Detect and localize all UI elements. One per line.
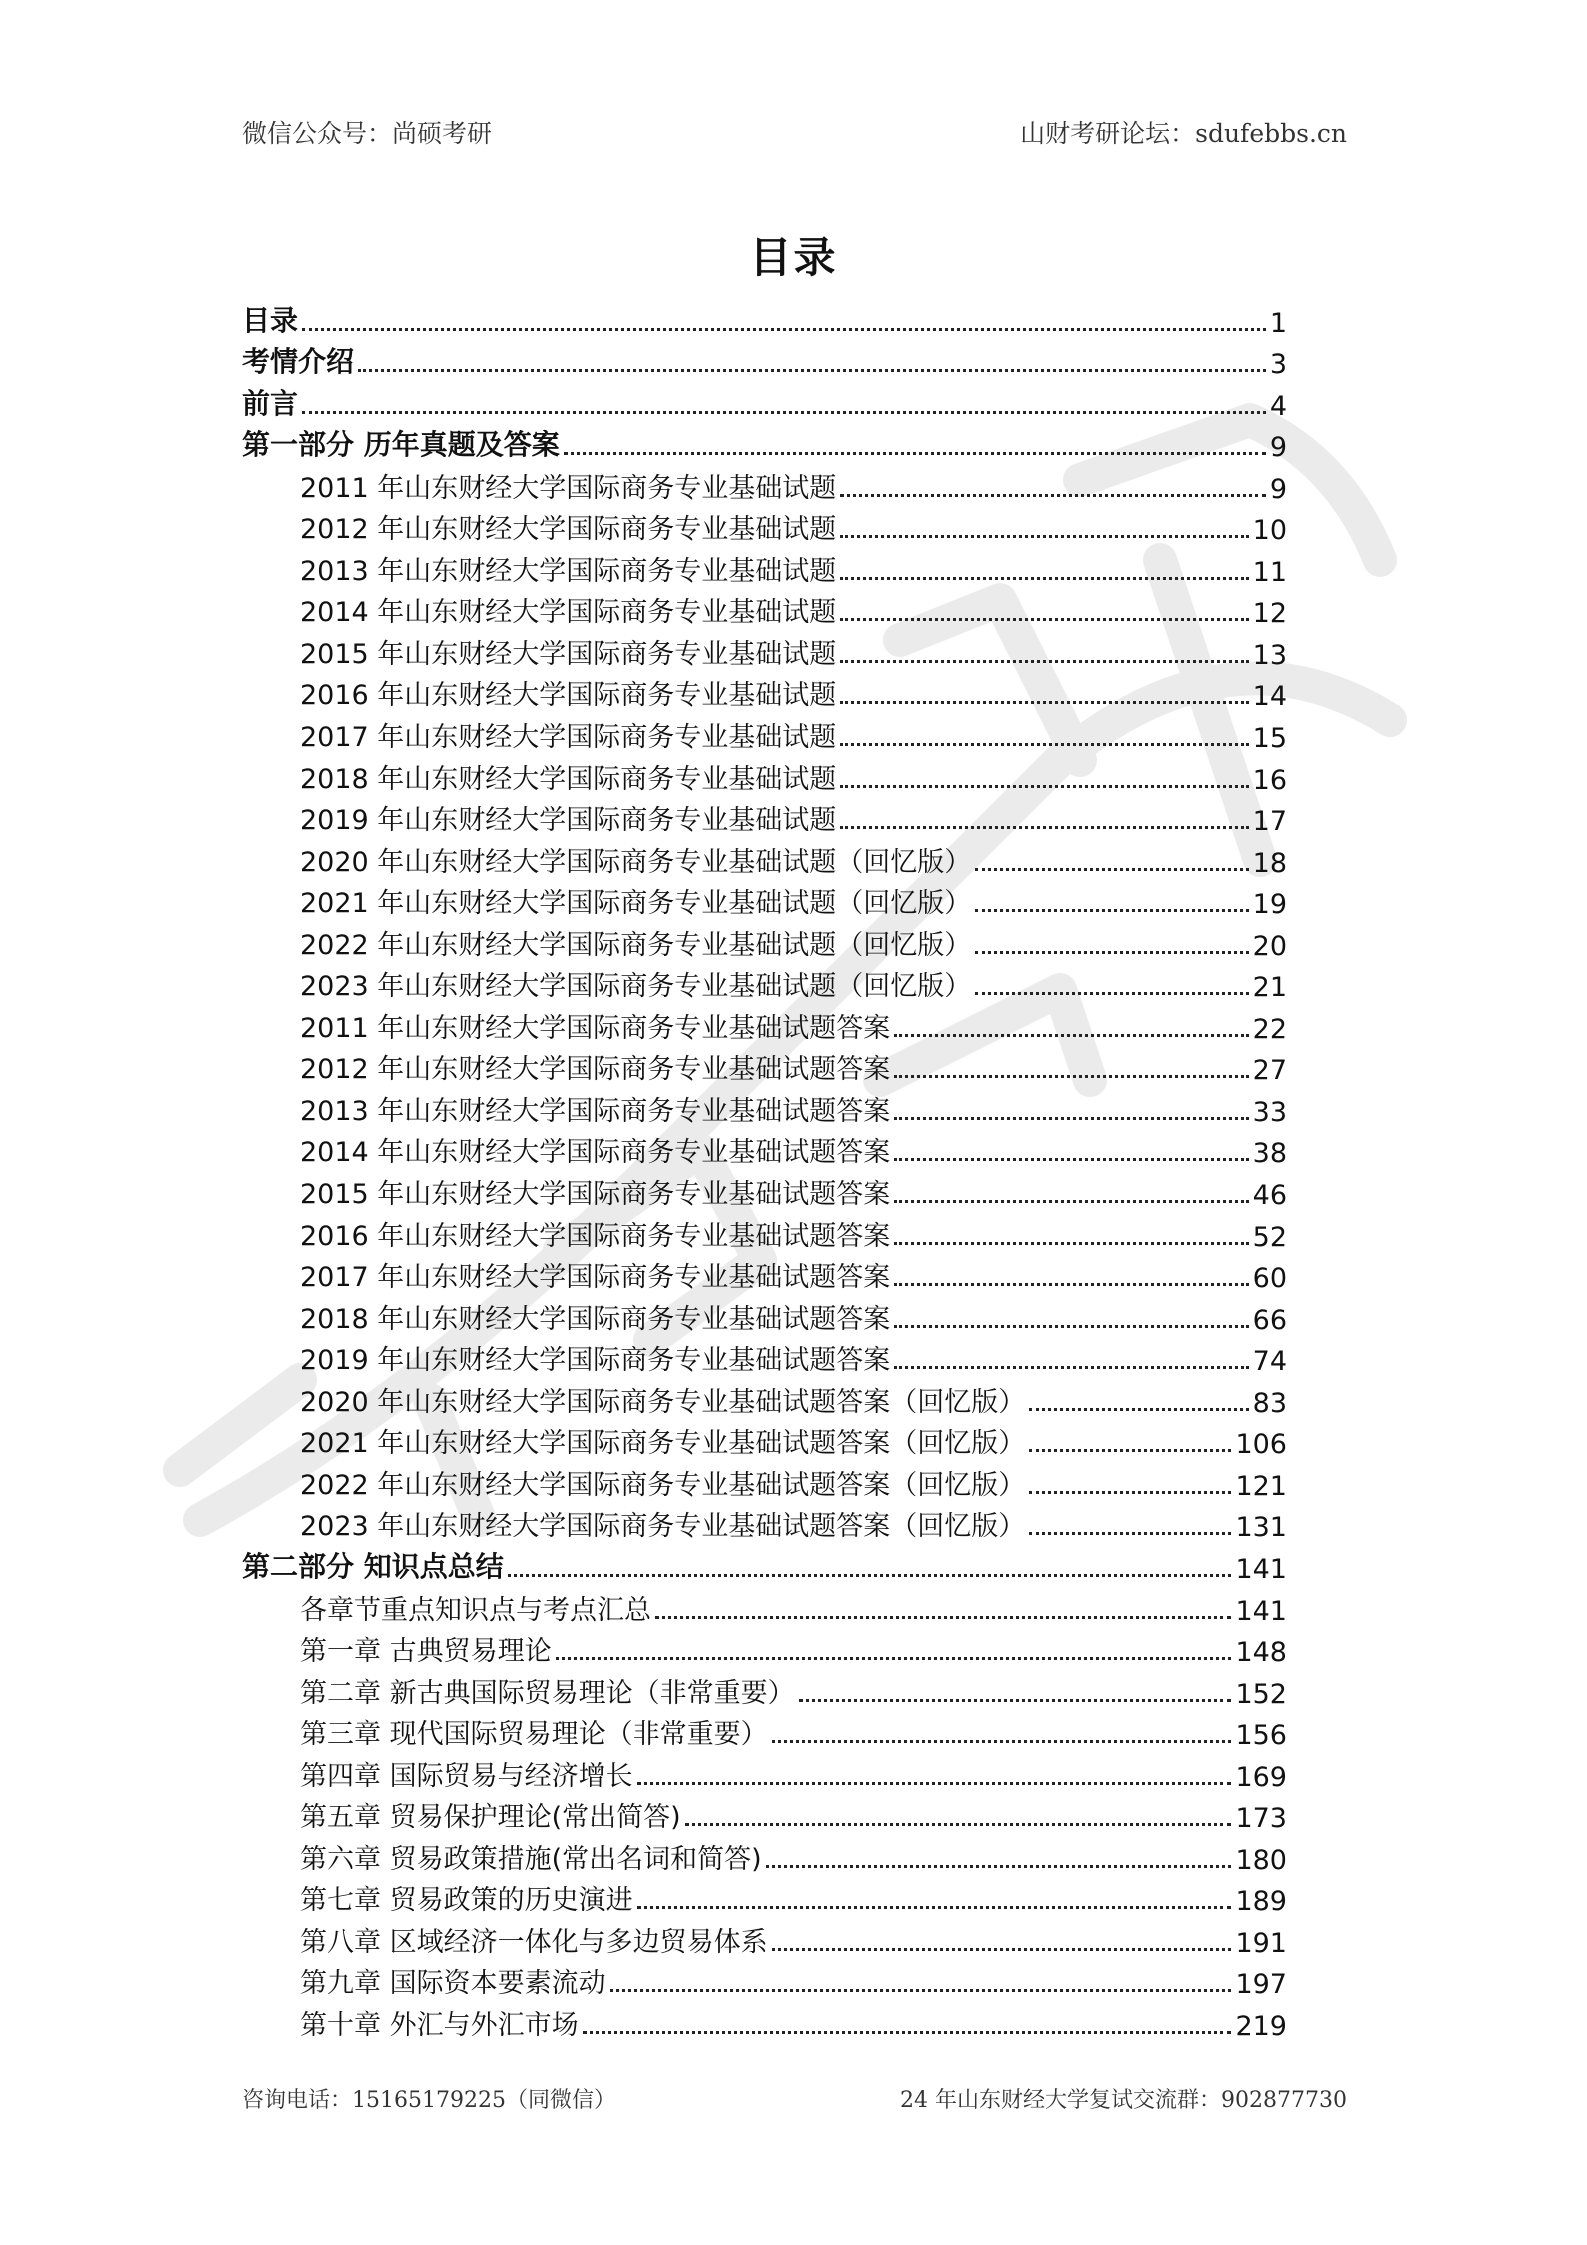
toc-entry-label: 2011 年山东财经大学国际商务专业基础试题 (300, 472, 837, 504)
page-title: 目录 (749, 233, 838, 282)
toc-entry-label: 第五章 贸易保护理论(常出简答) (300, 1802, 681, 1834)
toc-entry-label: 2019 年山东财经大学国际商务专业基础试题 (300, 805, 837, 837)
toc-entry-page-number: 9 (1269, 432, 1287, 464)
toc-entry[interactable] (242, 962, 1287, 1004)
toc-leader-dots (975, 992, 1248, 995)
toc-entry-page-number: 197 (1235, 1969, 1287, 2001)
toc-entry-page-number: 17 (1252, 806, 1287, 838)
toc-entry[interactable] (242, 1627, 1287, 1669)
toc-entry-page-number: 66 (1252, 1304, 1287, 1336)
toc-entry-label: 第七章 贸易政策的历史演进 (300, 1885, 633, 1917)
toc-entry-label: 第三章 现代国际贸易理论（非常重要） (300, 1719, 768, 1751)
toc-leader-dots (799, 1699, 1232, 1702)
toc-entry-label: 2015 年山东财经大学国际商务专业基础试题答案 (300, 1179, 891, 1211)
toc-entry-page-number: 141 (1235, 1595, 1287, 1627)
toc-entry[interactable] (242, 1253, 1287, 1295)
toc-entry[interactable] (242, 1460, 1287, 1502)
toc-entry-page-number: 52 (1252, 1221, 1287, 1253)
toc-leader-dots (637, 1906, 1232, 1909)
toc-entry-label: 2021 年山东财经大学国际商务专业基础试题答案（回忆版） (300, 1428, 1026, 1460)
toc-entry-page-number: 3 (1269, 349, 1287, 381)
toc-entry-page-number: 33 (1252, 1096, 1287, 1128)
toc-entry[interactable] (242, 879, 1287, 921)
toc-entry-page-number: 22 (1252, 1013, 1287, 1045)
toc-entry-label: 2019 年山东财经大学国际商务专业基础试题答案 (300, 1345, 891, 1377)
toc-entry-page-number: 141 (1235, 1553, 1287, 1585)
toc-entry-label: 第九章 国际资本要素流动 (300, 1968, 606, 2000)
toc-leader-dots (655, 1616, 1231, 1619)
toc-entry-page-number: 10 (1252, 515, 1287, 547)
toc-entry-label: 2018 年山东财经大学国际商务专业基础试题答案 (300, 1303, 891, 1335)
toc-leader-dots (358, 369, 1266, 372)
toc-entry-label: 2022 年山东财经大学国际商务专业基础试题（回忆版） (300, 929, 972, 961)
toc-entry-page-number: 21 (1252, 972, 1287, 1004)
toc-entry-page-number: 180 (1235, 1844, 1287, 1876)
toc-leader-dots (894, 1366, 1248, 1369)
toc-leader-dots (894, 1075, 1248, 1078)
toc-entry-page-number: 14 (1252, 681, 1287, 713)
toc-entry-label: 2011 年山东财经大学国际商务专业基础试题答案 (300, 1012, 891, 1044)
toc-entry[interactable] (242, 1377, 1287, 1419)
toc-entry-label: 2020 年山东财经大学国际商务专业基础试题答案（回忆版） (300, 1386, 1026, 1418)
toc-entry-label: 2012 年山东财经大学国际商务专业基础试题 (300, 514, 837, 546)
toc-entry-label: 第十章 外汇与外汇市场 (300, 2009, 579, 2041)
toc-entry-label: 2016 年山东财经大学国际商务专业基础试题 (300, 680, 837, 712)
toc-leader-dots (840, 494, 1266, 497)
toc-entry-label: 目录 (242, 303, 299, 337)
toc-entry-label: 2023 年山东财经大学国际商务专业基础试题（回忆版） (300, 971, 972, 1003)
toc-entry-page-number: 12 (1252, 598, 1287, 630)
toc-entry-label: 各章节重点知识点与考点汇总 (300, 1594, 651, 1626)
toc-entry-label: 2022 年山东财经大学国际商务专业基础试题答案（回忆版） (300, 1469, 1026, 1501)
toc-leader-dots (894, 1200, 1248, 1203)
toc-entry-page-number: 191 (1235, 1927, 1287, 1959)
toc-entry[interactable] (242, 1834, 1287, 1876)
page-footer (242, 2078, 1347, 2118)
toc-entry[interactable] (242, 1502, 1287, 1544)
footer-left-text: 咨询电话：15165179225（同微信） (242, 2087, 616, 2113)
toc-leader-dots (766, 1865, 1232, 1868)
table-of-contents (242, 297, 1287, 2042)
toc-entry[interactable] (242, 1169, 1287, 1211)
toc-entry-label: 2017 年山东财经大学国际商务专业基础试题答案 (300, 1262, 891, 1294)
toc-entry-label: 2014 年山东财经大学国际商务专业基础试题 (300, 597, 837, 629)
toc-entry-label: 2012 年山东财经大学国际商务专业基础试题答案 (300, 1054, 891, 1086)
toc-leader-dots (302, 328, 1266, 331)
toc-entry-page-number: 83 (1252, 1387, 1287, 1419)
header-right-text: 山财考研论坛：sdufebbs.cn (1020, 119, 1347, 148)
toc-leader-dots (840, 660, 1248, 663)
toc-entry[interactable] (242, 1751, 1287, 1793)
toc-leader-dots (894, 1325, 1248, 1328)
toc-entry-label: 2017 年山东财经大学国际商务专业基础试题 (300, 722, 837, 754)
toc-entry[interactable] (242, 1793, 1287, 1835)
toc-entry[interactable] (242, 712, 1287, 754)
toc-entry-page-number: 11 (1252, 556, 1287, 588)
toc-leader-dots (564, 452, 1266, 455)
toc-entry-page-number: 219 (1235, 2010, 1287, 2042)
toc-leader-dots (772, 1948, 1232, 1951)
toc-entry[interactable] (242, 588, 1287, 630)
toc-entry-label: 第八章 区域经济一体化与多边贸易体系 (300, 1926, 768, 1958)
toc-entry[interactable] (242, 1128, 1287, 1170)
toc-entry[interactable] (242, 463, 1287, 505)
toc-entry-page-number: 131 (1235, 1512, 1287, 1544)
toc-leader-dots (1029, 1408, 1248, 1411)
toc-entry[interactable] (242, 505, 1287, 547)
toc-entry-page-number: 15 (1252, 723, 1287, 755)
toc-entry-label: 2021 年山东财经大学国际商务专业基础试题（回忆版） (300, 888, 972, 920)
toc-entry-label: 2016 年山东财经大学国际商务专业基础试题答案 (300, 1220, 891, 1252)
toc-entry[interactable] (242, 629, 1287, 671)
toc-entry-label: 2018 年山东财经大学国际商务专业基础试题 (300, 763, 837, 795)
page-header (242, 112, 1347, 152)
toc-entry-page-number: 9 (1269, 473, 1287, 505)
toc-entry[interactable] (242, 1336, 1287, 1378)
toc-leader-dots (840, 826, 1248, 829)
header-left-text: 微信公众号：尚硕考研 (242, 119, 493, 148)
toc-entry-page-number: 4 (1269, 390, 1287, 422)
toc-entry[interactable] (242, 837, 1287, 879)
toc-leader-dots (772, 1740, 1232, 1743)
toc-entry-page-number: 74 (1252, 1346, 1287, 1378)
toc-entry[interactable] (242, 1710, 1287, 1752)
toc-entry[interactable] (242, 422, 1287, 464)
toc-leader-dots (508, 1574, 1232, 1577)
toc-entry-page-number: 152 (1235, 1678, 1287, 1710)
toc-entry-label: 考情介绍 (242, 345, 355, 379)
toc-entry-page-number: 121 (1235, 1470, 1287, 1502)
toc-leader-dots (840, 577, 1248, 580)
toc-leader-dots (975, 951, 1248, 954)
toc-entry-page-number: 38 (1252, 1138, 1287, 1170)
toc-entry-label: 第一部分 历年真题及答案 (242, 428, 560, 462)
toc-leader-dots (840, 618, 1248, 621)
toc-entry-page-number: 46 (1252, 1180, 1287, 1212)
toc-entry[interactable] (242, 2000, 1287, 2042)
toc-leader-dots (840, 701, 1248, 704)
toc-entry-label: 2015 年山东财经大学国际商务专业基础试题 (300, 638, 837, 670)
toc-entry-label: 2020 年山东财经大学国际商务专业基础试题（回忆版） (300, 846, 972, 878)
toc-entry-label: 2023 年山东财经大学国际商务专业基础试题答案（回忆版） (300, 1511, 1026, 1543)
toc-entry-label: 第四章 国际贸易与经济增长 (300, 1760, 633, 1792)
toc-leader-dots (556, 1657, 1232, 1660)
toc-entry-page-number: 19 (1252, 889, 1287, 921)
toc-entry[interactable] (242, 796, 1287, 838)
toc-entry-page-number: 18 (1252, 847, 1287, 879)
toc-entry[interactable] (242, 1086, 1287, 1128)
toc-leader-dots (302, 411, 1266, 414)
toc-entry-page-number: 13 (1252, 639, 1287, 671)
toc-leader-dots (840, 535, 1248, 538)
footer-right-text: 24 年山东财经大学复试交流群：902877730 (900, 2087, 1347, 2113)
toc-entry-page-number: 60 (1252, 1263, 1287, 1295)
toc-entry-label: 第二部分 知识点总结 (242, 1549, 504, 1583)
toc-leader-dots (975, 868, 1248, 871)
toc-leader-dots (894, 1242, 1248, 1245)
toc-entry[interactable] (242, 1211, 1287, 1253)
toc-entry-page-number: 106 (1235, 1429, 1287, 1461)
toc-leader-dots (894, 1034, 1248, 1037)
toc-leader-dots (894, 1283, 1248, 1286)
toc-entry-page-number: 169 (1235, 1761, 1287, 1793)
toc-entry-page-number: 148 (1235, 1637, 1287, 1669)
toc-entry[interactable] (242, 1959, 1287, 2001)
toc-entry[interactable] (242, 297, 1287, 339)
toc-entry-page-number: 20 (1252, 930, 1287, 962)
toc-leader-dots (1029, 1532, 1231, 1535)
toc-entry-label: 2013 年山东财经大学国际商务专业基础试题答案 (300, 1095, 891, 1127)
toc-leader-dots (583, 2031, 1232, 2034)
toc-entry-page-number: 27 (1252, 1055, 1287, 1087)
toc-entry[interactable] (242, 1876, 1287, 1918)
toc-entry[interactable] (242, 380, 1287, 422)
toc-entry[interactable] (242, 1003, 1287, 1045)
toc-entry-label: 2014 年山东财经大学国际商务专业基础试题答案 (300, 1137, 891, 1169)
toc-leader-dots (1029, 1449, 1231, 1452)
toc-entry-label: 2013 年山东财经大学国际商务专业基础试题 (300, 555, 837, 587)
toc-entry[interactable] (242, 1045, 1287, 1087)
toc-leader-dots (637, 1782, 1232, 1785)
toc-leader-dots (685, 1823, 1232, 1826)
toc-entry-page-number: 189 (1235, 1886, 1287, 1918)
toc-leader-dots (840, 743, 1248, 746)
toc-entry[interactable] (242, 671, 1287, 713)
toc-entry[interactable] (242, 1419, 1287, 1461)
toc-entry[interactable] (242, 339, 1287, 381)
toc-entry-page-number: 16 (1252, 764, 1287, 796)
toc-entry[interactable] (242, 1917, 1287, 1959)
toc-entry-label: 第一章 古典贸易理论 (300, 1636, 552, 1668)
toc-entry-label: 第六章 贸易政策措施(常出名词和简答) (300, 1843, 762, 1875)
toc-entry[interactable] (242, 546, 1287, 588)
toc-entry[interactable] (242, 1543, 1287, 1585)
toc-leader-dots (894, 1158, 1248, 1161)
toc-entry-label: 第二章 新古典国际贸易理论（非常重要） (300, 1677, 795, 1709)
toc-leader-dots (975, 909, 1248, 912)
toc-entry-page-number: 156 (1235, 1720, 1287, 1752)
toc-entry[interactable] (242, 1585, 1287, 1627)
toc-leader-dots (894, 1117, 1248, 1120)
toc-leader-dots (610, 1989, 1232, 1992)
toc-entry[interactable] (242, 1668, 1287, 1710)
toc-leader-dots (1029, 1491, 1231, 1494)
toc-entry-page-number: 173 (1235, 1803, 1287, 1835)
toc-entry-label: 前言 (242, 386, 299, 420)
toc-leader-dots (840, 785, 1248, 788)
toc-entry[interactable] (242, 1294, 1287, 1336)
toc-entry-page-number: 1 (1269, 307, 1287, 339)
toc-entry[interactable] (242, 754, 1287, 796)
toc-entry[interactable] (242, 920, 1287, 962)
